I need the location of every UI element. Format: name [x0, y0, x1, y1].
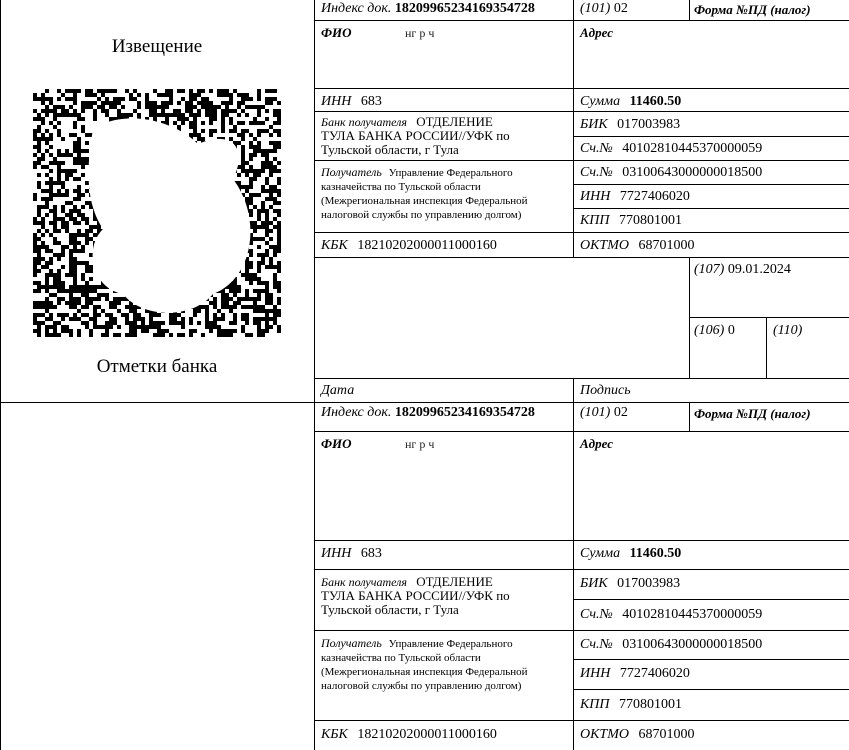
bank-line1-2: ОТДЕЛЕНИЕ	[416, 574, 493, 589]
fio-label-2: ФИО	[321, 436, 352, 451]
bank-line1: ОТДЕЛЕНИЕ	[416, 114, 493, 129]
recipient-line2-2: казначейства по Тульской области	[321, 652, 481, 664]
code110-label: (110)	[773, 323, 803, 338]
code101-value: 02	[613, 1, 628, 16]
inn-value-2: 683	[360, 546, 382, 561]
account2-label: Сч.№	[580, 165, 613, 180]
kpp-label: КПП	[580, 213, 610, 228]
address-label: Адрес	[580, 25, 613, 40]
bik-value: 017003983	[617, 117, 681, 132]
address-label-2: Адрес	[580, 436, 613, 451]
fio-label: ФИО	[321, 25, 352, 40]
bank-label-2: Банк получателя	[321, 575, 407, 589]
inn2-value: 7727406020	[619, 189, 690, 204]
signature-label: Подпись	[580, 383, 631, 398]
recipient-line1: Управление Федерального	[388, 167, 513, 179]
inn2-value-2: 7727406020	[619, 666, 690, 681]
kbk-value: 18210202000011000160	[357, 238, 497, 253]
date-label: Дата	[321, 383, 355, 398]
code101-label: (101)	[580, 1, 611, 16]
kbk-value-2: 18210202000011000160	[357, 727, 497, 742]
kbk-label: КБК	[321, 238, 348, 253]
sum-label: Сумма	[580, 94, 621, 109]
account2-label-2: Сч.№	[580, 637, 613, 652]
form-label: Форма №ПД (налог)	[694, 2, 811, 17]
bank-line2-2: ТУЛА БАНКА РОССИИ//УФК по	[321, 588, 510, 603]
code101-label-2: (101)	[580, 405, 611, 420]
kbk-label-2: КБК	[321, 727, 348, 742]
inn-label-2: ИНН	[321, 546, 352, 561]
index-value: 18209965234169354728	[394, 1, 535, 16]
notice-heading: Извещение	[111, 36, 203, 57]
account2-value: 03100643000000018500	[622, 165, 763, 180]
account-value: 40102810445370000059	[622, 141, 763, 156]
inn2-label: ИНН	[580, 189, 611, 204]
recipient-line1-2: Управление Федерального	[388, 638, 513, 650]
bik-label-2: БИК	[580, 576, 608, 591]
index-value-2: 18209965234169354728	[394, 405, 535, 420]
code101-value-2: 02	[613, 405, 628, 420]
sum-label-2: Сумма	[580, 546, 621, 561]
index-label-2: Индекс док.	[321, 405, 392, 420]
form-label-2: Форма №ПД (налог)	[694, 406, 811, 421]
inn-label: ИНН	[321, 94, 352, 109]
bik-label: БИК	[580, 117, 608, 132]
kpp-value-2: 770801001	[619, 697, 683, 712]
kpp-label-2: КПП	[580, 697, 610, 712]
index-label: Индекс док.	[321, 1, 392, 16]
account-label: Сч.№	[580, 141, 613, 156]
recipient-line2: казначейства по Тульской области	[321, 181, 481, 193]
recipient-line3: (Межрегиональная инспекция Федеральной	[321, 195, 528, 207]
recipient-label-2: Получатель	[321, 636, 382, 650]
oktmo-value-2: 68701000	[638, 727, 695, 742]
code107-value: 09.01.2024	[727, 262, 791, 277]
bik-value-2: 017003983	[617, 576, 681, 591]
qr-code	[33, 89, 281, 337]
recipient-line4-2: налоговой службы по управлению долгом)	[321, 680, 522, 692]
code107-label: (107)	[694, 262, 725, 277]
inn2-label-2: ИНН	[580, 666, 611, 681]
fio-value-2: нг р ч	[405, 437, 435, 451]
code106-label: (106)	[694, 323, 725, 338]
sum-value-2: 11460.50	[629, 546, 682, 561]
fio-value: нг р ч	[405, 26, 435, 40]
recipient-label: Получатель	[321, 165, 382, 179]
bank-line2: ТУЛА БАНКА РОССИИ//УФК по	[321, 128, 510, 143]
account2-value-2: 03100643000000018500	[622, 637, 763, 652]
oktmo-value: 68701000	[638, 238, 695, 253]
bank-line3: Тульской области, г Тула	[321, 142, 459, 157]
recipient-line3-2: (Межрегиональная инспекция Федеральной	[321, 666, 528, 678]
code106-value: 0	[727, 323, 735, 338]
bank-label: Банк получателя	[321, 115, 407, 129]
account-label-2: Сч.№	[580, 607, 613, 622]
oktmo-label: ОКТМО	[580, 238, 629, 253]
recipient-line4: налоговой службы по управлению долгом)	[321, 209, 522, 221]
sum-value: 11460.50	[629, 94, 682, 109]
kpp-value: 770801001	[619, 213, 683, 228]
bank-line3-2: Тульской области, г Тула	[321, 602, 459, 617]
bank-marks-label: Отметки банка	[96, 356, 218, 377]
inn-value: 683	[360, 94, 382, 109]
oktmo-label-2: ОКТМО	[580, 727, 629, 742]
account-value-2: 40102810445370000059	[622, 607, 763, 622]
